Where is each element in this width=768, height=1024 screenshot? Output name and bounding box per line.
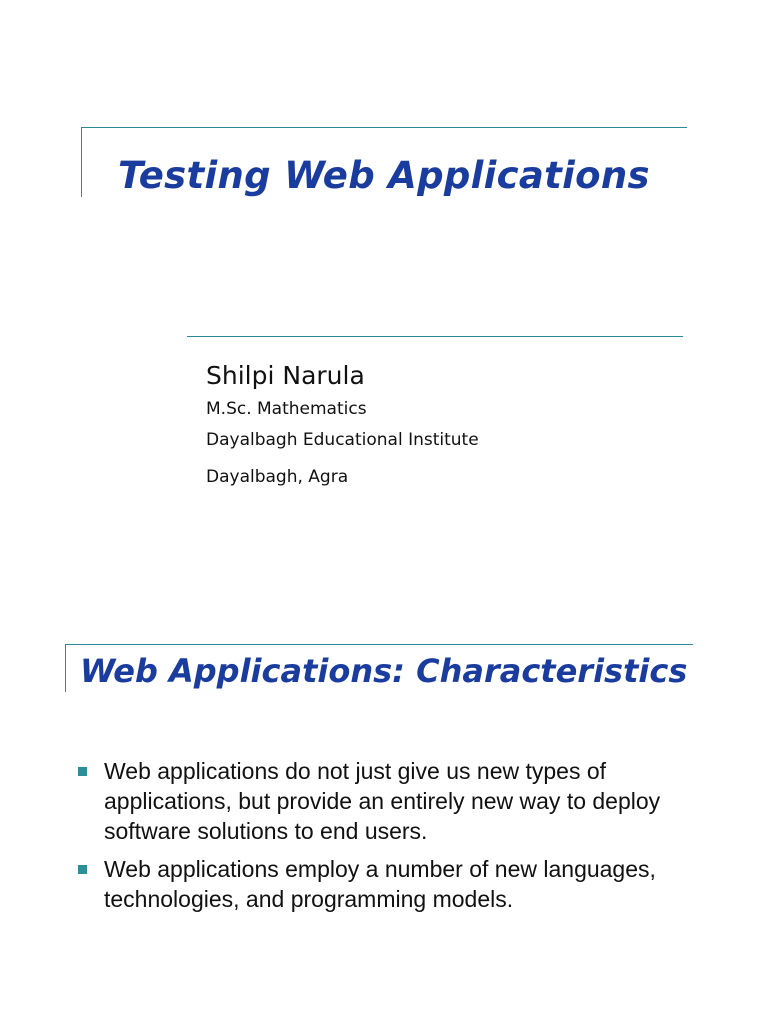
top-rule bbox=[65, 644, 693, 645]
bullet-item bbox=[76, 756, 716, 846]
bullet-item bbox=[76, 854, 716, 914]
square-bullet-icon bbox=[78, 767, 87, 776]
bullet-text: Web applications do not just give us new types of applications, but provide an entirely new way to deploy software solutions to end users. bbox=[104, 758, 661, 844]
author-degree: M.Sc. Mathematics bbox=[206, 399, 367, 419]
left-rule bbox=[65, 644, 66, 692]
characteristics-slide bbox=[0, 560, 768, 1024]
author-institute: Dayalbagh Educational Institute bbox=[206, 430, 479, 450]
author-block bbox=[206, 358, 479, 492]
square-bullet-icon bbox=[78, 865, 87, 874]
bullet-list bbox=[76, 756, 716, 922]
author-name: Shilpi Narula bbox=[206, 361, 365, 390]
left-rule bbox=[81, 127, 82, 197]
author-location: Dayalbagh, Agra bbox=[206, 467, 349, 487]
bullet-text: Web applications employ a number of new languages, technologies, and programming models. bbox=[104, 856, 656, 912]
slide-title: Testing Web Applications bbox=[118, 154, 650, 197]
slide-title: Web Applications: Characteristics bbox=[80, 652, 688, 690]
top-rule bbox=[81, 127, 687, 128]
divider-rule bbox=[187, 336, 683, 337]
